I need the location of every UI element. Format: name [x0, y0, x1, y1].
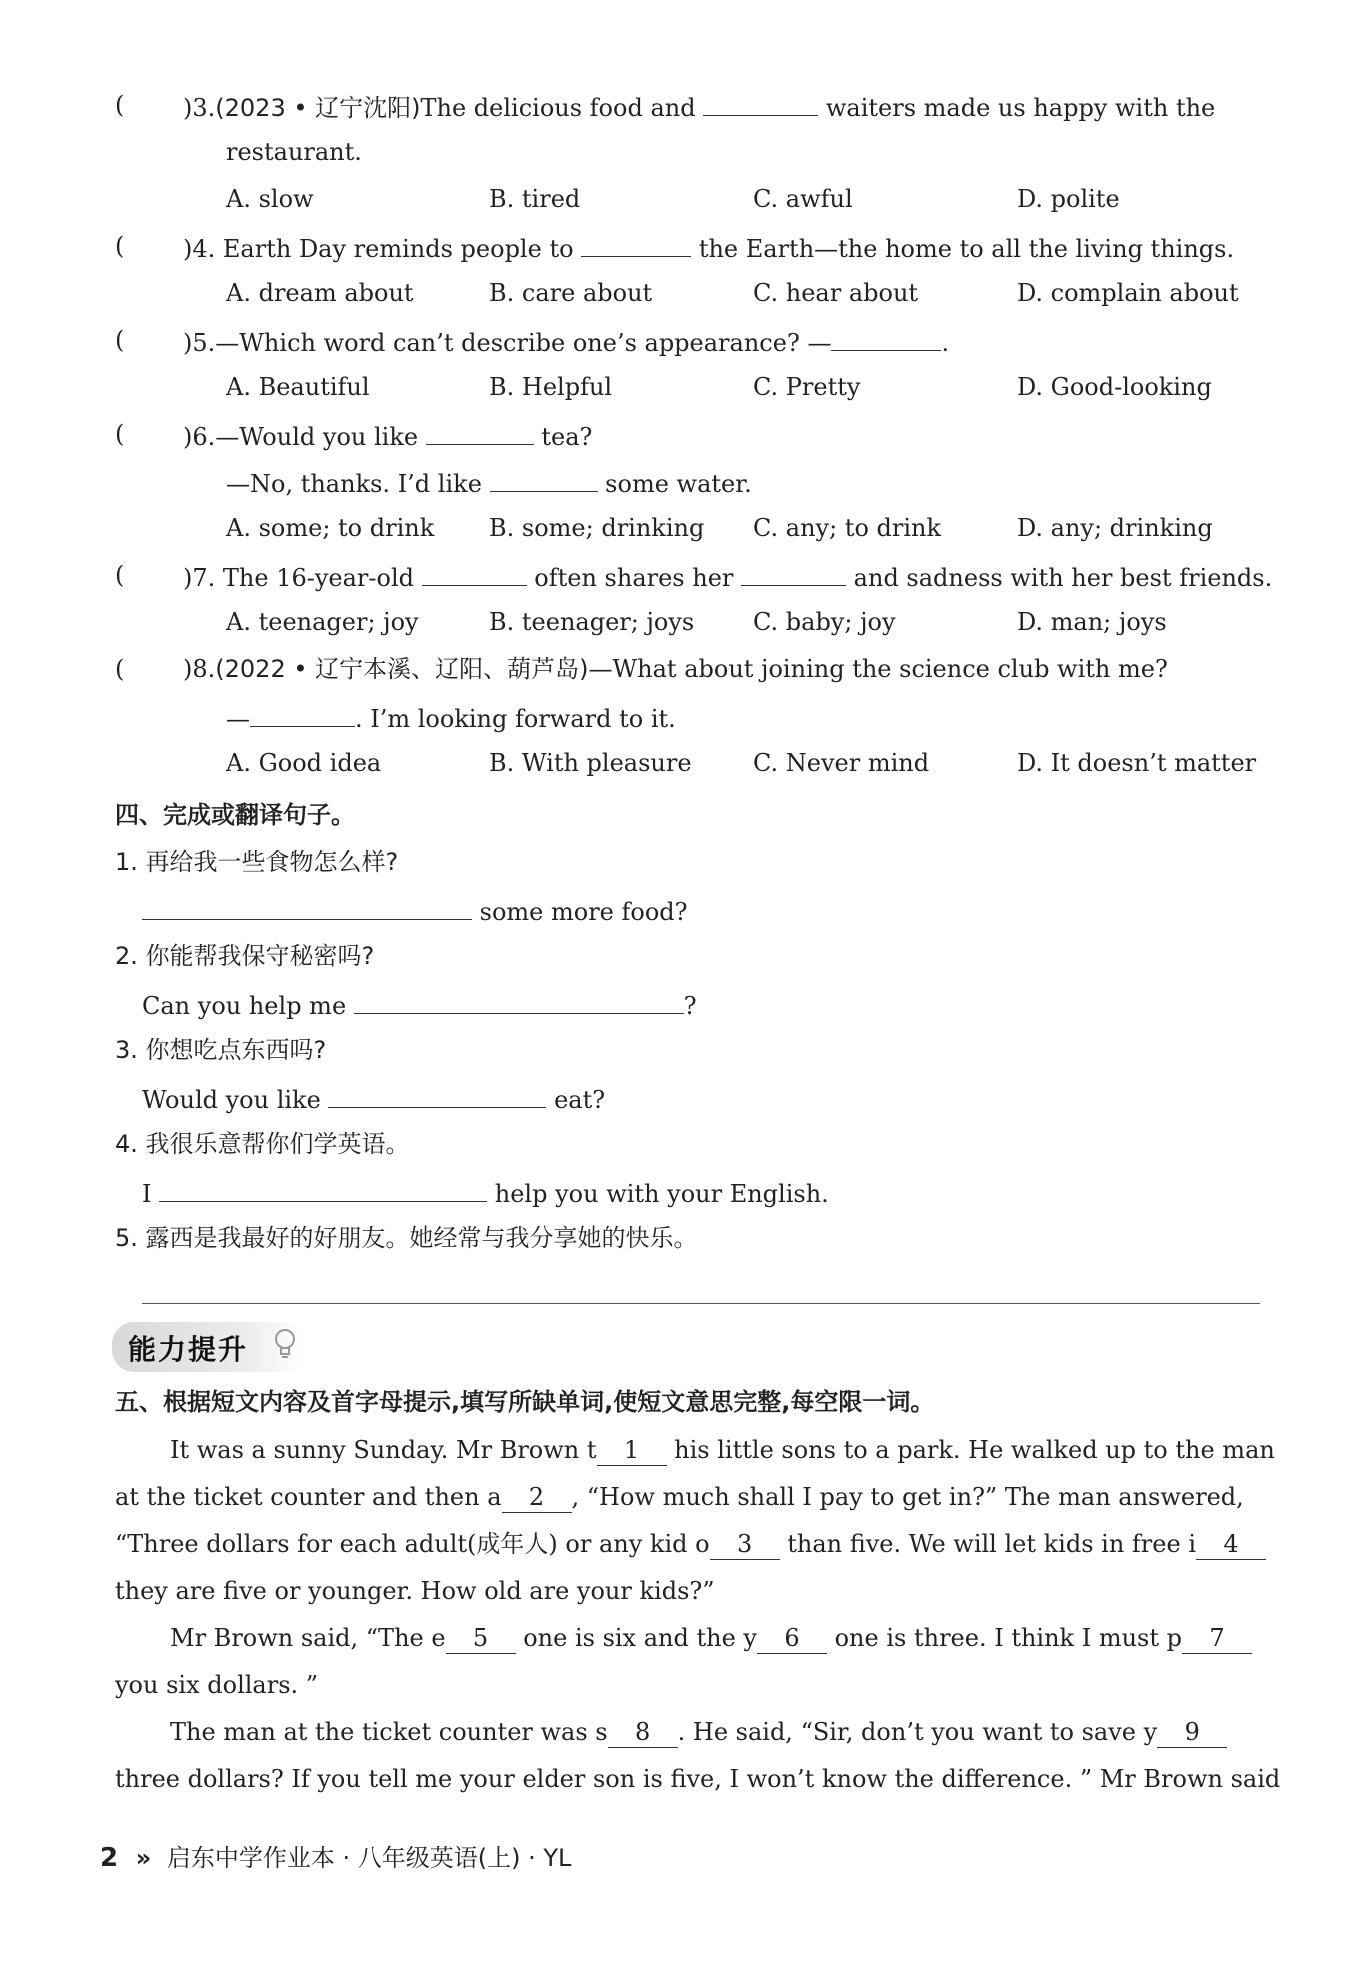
question-number: )8.	[183, 655, 216, 683]
question-number: )3.	[183, 94, 216, 122]
passage-line	[115, 1524, 1266, 1564]
question-text: the Earth—the home to all the living things.	[698, 235, 1235, 263]
question-text: and sadness with her best friends.	[853, 564, 1273, 592]
option-c[interactable]: C. hear about	[753, 279, 919, 307]
cloze-blank-7[interactable]: 7	[1182, 1621, 1252, 1654]
option-c[interactable]: C. Never mind	[753, 749, 930, 777]
question-text: —What about joining the science club with me?	[588, 655, 1168, 683]
answer-blank[interactable]	[422, 555, 527, 586]
passage-text: his little sons to a park. He walked up to the man	[674, 1436, 1275, 1464]
passage-text: “Three dollars for each adult(成年人) or any kid o	[115, 1530, 710, 1558]
question-text: some water.	[605, 470, 752, 498]
section-4-title: 四、完成或翻译句子。	[115, 801, 355, 829]
chevron-right-icon: »	[135, 1844, 152, 1872]
lightbulb-icon	[270, 1326, 300, 1362]
passage-line: three dollars? If you tell me your elder son is five, I won’t know the difference. ” Mr Brown said	[115, 1765, 1281, 1793]
passage-text: , “How much shall I pay to get in?” The man answered,	[571, 1483, 1244, 1511]
passage-text: . He said, “Sir, don’t you want to save y	[677, 1718, 1158, 1746]
question-number: )7.	[183, 564, 216, 592]
question-text: often shares her	[534, 564, 734, 592]
sentence-text: eat?	[554, 1086, 606, 1114]
option-a[interactable]: A. some; to drink	[226, 514, 435, 542]
option-b[interactable]: B. With pleasure	[489, 749, 692, 777]
answer-blank[interactable]	[426, 414, 534, 445]
question-source: (2023 • 辽宁沈阳)	[215, 94, 421, 122]
option-b[interactable]: B. some; drinking	[489, 514, 705, 542]
option-a[interactable]: A. slow	[226, 185, 314, 213]
option-b[interactable]: B. tired	[489, 185, 581, 213]
option-d[interactable]: D. man; joys	[1017, 608, 1167, 636]
passage-text: one is six and the y	[523, 1624, 757, 1652]
translate-item-2-cn: 2. 你能帮我保守秘密吗?	[115, 942, 375, 970]
option-c[interactable]: C. awful	[753, 185, 853, 213]
sentence-text: some more food?	[479, 898, 688, 926]
option-b[interactable]: B. Helpful	[489, 373, 613, 401]
option-a[interactable]: A. dream about	[226, 279, 414, 307]
question-text: .	[941, 329, 950, 357]
option-d[interactable]: D. polite	[1017, 185, 1120, 213]
passage-line: they are five or younger. How old are your kids?”	[115, 1577, 715, 1605]
cloze-blank-8[interactable]: 8	[608, 1715, 678, 1748]
passage-text: one is three. I think I must p	[834, 1624, 1182, 1652]
option-b[interactable]: B. teenager; joys	[489, 608, 695, 636]
question-text: The delicious food and	[420, 94, 696, 122]
option-c[interactable]: C. any; to drink	[753, 514, 942, 542]
question-text: —	[226, 705, 250, 733]
passage-text: The man at the ticket counter was s	[170, 1718, 608, 1746]
passage-text: Mr Brown said, “The e	[170, 1624, 446, 1652]
cloze-blank-2[interactable]: 2	[502, 1480, 572, 1513]
passage-text: It was a sunny Sunday. Mr Brown t	[170, 1436, 597, 1464]
answer-blank[interactable]	[354, 983, 684, 1014]
question-text: —Would you like	[215, 423, 419, 451]
cloze-blank-3[interactable]: 3	[710, 1527, 780, 1560]
passage-line	[170, 1430, 1275, 1470]
question-number: )5.	[183, 329, 216, 357]
sentence-text: Would you like	[142, 1086, 321, 1114]
option-a[interactable]: A. teenager; joy	[226, 608, 419, 636]
translate-item-1-cn: 1. 再给我一些食物怎么样?	[115, 848, 399, 876]
page-number: 2	[100, 1843, 119, 1873]
answer-blank[interactable]	[703, 85, 818, 116]
sentence-text: help you with your English.	[494, 1180, 829, 1208]
book-title: 启东中学作业本 · 八年级英语(上) · YL	[166, 1844, 572, 1872]
worksheet-page: ( )3.(2023 • 辽宁沈阳)The delicious food and waiters made us happy with the restaurant. A. slow B. tired C. awful D. polite ( )4. Earth Day reminds people to the Earth—the home to all the living things. A. dream about B. care about C. hear about D. complain about ( )5.—Which word can’t describe one’s appearance? — . A. Beautiful B. Helpful C. Pretty D. Good-looking ( )6.—Would you like tea? —No, thanks. I’d like some water. A. some; to drink B. some; drinking C. any; to drink D. any; drinking ( )7. The 16-year-old often shares her and sadness with her best friends. A. teenager; joy B. teenager; joys C. baby; joy D. man; joys ( )8.(2022 • 辽宁本溪、辽阳、葫芦岛)—What about joining the science club with me? — . I’m looking forward to it. A. Good idea B. With pleasure C. Never mind D. It doesn’t matter 四、完成或翻译句子。 1. 再给我一些食物怎么样? some more food? 2. 你能帮我保守秘密吗? Can you help me ? 3. 你想吃点东西吗? Would you like eat? 4. 我很乐意帮你们学英语。 I help you with your English. 5. 露西是我最好的好朋友。她经常与我分享她的快乐。 能力提升 五、根据短文内容及首字母提示,填写所缺单词,使短文意思完整,每空限一词。 It was a sunny Sunday. Mr Brown t 1 his little sons to a park. He walked up to the man at the ticket counter and then a 2 , “How much shall I pay to get in?” The man answered, “Three dollars for each adult(成年人) or any kid o 3 than five. We will let kids in free i 4 they are five or younger. How old are your kids?” Mr Brown said, “The e 5 one is six and the y 6 one is three. I think I must p 7 you six dollars. ” The man at the ticket counter was s 8 . He said, “Sir, don’t you want to save y 9 three dollars? If you tell me your elder son is five, I won’t know the difference. ” Mr Brown said 2 » 启东中学作业本 · 八年级英语(上) · YL	[0, 0, 1350, 1961]
question-text: waiters made us happy with the	[825, 94, 1216, 122]
page-footer	[100, 1838, 571, 1873]
translate-item-5-cn: 5. 露西是我最好的好朋友。她经常与我分享她的快乐。	[115, 1224, 698, 1252]
question-text-continued: restaurant.	[226, 138, 362, 166]
answer-blank[interactable]	[831, 320, 941, 351]
answer-blank[interactable]	[581, 226, 691, 257]
question-source: (2022 • 辽宁本溪、辽阳、葫芦岛)	[215, 655, 589, 683]
option-d[interactable]: D. complain about	[1017, 279, 1239, 307]
question-text: tea?	[541, 423, 593, 451]
option-d[interactable]: D. Good-looking	[1017, 373, 1212, 401]
question-text: . I’m looking forward to it.	[355, 705, 676, 733]
option-a[interactable]: A. Good idea	[226, 749, 382, 777]
question-text: Earth Day reminds people to	[222, 235, 574, 263]
translate-item-3-cn: 3. 你想吃点东西吗?	[115, 1036, 327, 1064]
option-b[interactable]: B. care about	[489, 279, 653, 307]
passage-line: you six dollars. ”	[115, 1671, 319, 1699]
passage-text: than five. We will let kids in free i	[787, 1530, 1196, 1558]
answer-blank[interactable]	[490, 461, 598, 492]
sentence-text: ?	[683, 992, 697, 1020]
question-number: )4.	[183, 235, 216, 263]
cloze-blank-4[interactable]: 4	[1196, 1527, 1266, 1560]
option-d[interactable]: D. It doesn’t matter	[1017, 749, 1257, 777]
passage-line	[170, 1712, 1227, 1752]
question-text: The 16-year-old	[222, 564, 414, 592]
cloze-blank-5[interactable]: 5	[446, 1621, 516, 1654]
sentence-text: Can you help me	[142, 992, 347, 1020]
passage-text: at the ticket counter and then a	[115, 1483, 502, 1511]
option-d[interactable]: D. any; drinking	[1017, 514, 1213, 542]
translate-item-4-cn: 4. 我很乐意帮你们学英语。	[115, 1130, 410, 1158]
passage-line	[115, 1477, 1244, 1517]
cloze-blank-1[interactable]: 1	[597, 1433, 667, 1466]
question-text: —No, thanks. I’d like	[226, 470, 482, 498]
option-c[interactable]: C. baby; joy	[753, 608, 896, 636]
cloze-blank-9[interactable]: 9	[1157, 1715, 1227, 1748]
option-c[interactable]: C. Pretty	[753, 373, 861, 401]
banner-label: 能力提升	[128, 1333, 249, 1366]
answer-blank[interactable]	[328, 1077, 546, 1108]
answer-line[interactable]	[142, 1303, 1260, 1304]
cloze-blank-6[interactable]: 6	[757, 1621, 827, 1654]
passage-line	[170, 1618, 1252, 1658]
option-a[interactable]: A. Beautiful	[226, 373, 370, 401]
answer-blank[interactable]	[142, 889, 472, 920]
sentence-text: I	[142, 1180, 152, 1208]
answer-blank[interactable]	[159, 1171, 487, 1202]
section-5-title: 五、根据短文内容及首字母提示,填写所缺单词,使短文意思完整,每空限一词。	[115, 1388, 935, 1416]
answer-blank[interactable]	[741, 555, 846, 586]
question-text: —Which word can’t describe one’s appearance? —	[215, 329, 832, 357]
answer-blank[interactable]	[250, 696, 355, 727]
question-number: )6.	[183, 423, 216, 451]
